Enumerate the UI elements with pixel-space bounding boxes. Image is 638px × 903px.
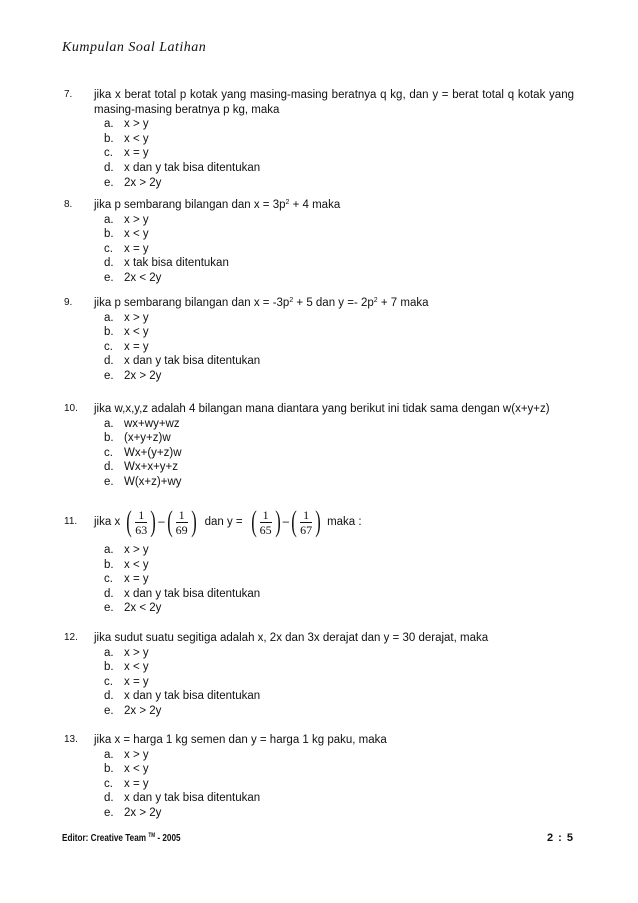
option-a: [104, 543, 574, 558]
option-letter: b.: [104, 326, 114, 339]
question-stem: jika x = harga 1 kg semen dan y = harga 1 kg paku, maka: [94, 734, 387, 746]
question-stem: jika sudut suatu segitiga adalah x, 2x dan 3x derajat dan y = 30 derajat, maka: [94, 632, 489, 644]
stem-text: jika x: [94, 515, 121, 528]
option-e: [104, 475, 574, 490]
option-d: [104, 460, 574, 475]
question-number: 10.: [64, 403, 78, 414]
minus-sign: –: [158, 515, 165, 528]
option-text: x dan y tak bisa ditentukan: [124, 161, 261, 174]
option-c: [104, 572, 574, 587]
option-letter: a.: [104, 544, 114, 556]
option-text: x > y: [124, 748, 149, 761]
option-letter: a.: [104, 748, 114, 761]
question-stem: jika p sembarang bilangan dan $x = -3p^2 + 5$ dan $y =- 2p^2 + 7$ maka: [94, 297, 429, 309]
question-number: 8.: [64, 199, 73, 210]
option-text: x < y: [124, 326, 149, 339]
option-c: [104, 146, 574, 161]
option-letter: b.: [104, 432, 114, 445]
option-letter: b.: [104, 763, 114, 776]
option-letter: b.: [104, 661, 114, 674]
option-d: [104, 161, 574, 176]
option-a: [104, 311, 574, 326]
option-letter: c.: [104, 147, 113, 160]
option-b: [104, 227, 574, 242]
option-e: [104, 176, 574, 191]
option-text: 2x > 2y: [124, 369, 162, 382]
question-number: 7.: [64, 89, 73, 100]
option-letter: a.: [104, 311, 114, 324]
option-d: [104, 791, 574, 806]
option-text: 2x > 2y: [124, 176, 162, 189]
option-letter: c.: [104, 573, 113, 586]
option-text: wx+wy+wz: [124, 417, 180, 430]
minus-sign: –: [282, 515, 290, 528]
option-b: [104, 660, 574, 675]
option-letter: b.: [104, 558, 114, 571]
option-letter: c.: [104, 777, 113, 790]
option-text: 2x > 2y: [124, 704, 162, 717]
option-b: [104, 762, 574, 777]
option-letter: e.: [104, 602, 114, 615]
option-letter: d.: [104, 690, 114, 703]
fraction-group: ( $\frac{1}{63}$ ): [126, 505, 156, 538]
option-text: x = y: [124, 675, 149, 688]
option-letter: e.: [104, 704, 114, 717]
stem-text: dan y =: [204, 515, 243, 528]
option-letter: d.: [104, 355, 114, 368]
option-e: [104, 369, 574, 384]
options-list: [104, 543, 574, 616]
question-stem-formula: [94, 502, 574, 542]
option-text: 2x < 2y: [124, 271, 162, 284]
option-a: [104, 646, 574, 661]
option-text: Wx+x+y+z: [124, 461, 179, 474]
option-text: x = y: [124, 147, 149, 160]
fraction: $\frac{1}{69}$: [175, 507, 188, 537]
option-text: x > y: [124, 544, 149, 556]
options-list: [104, 417, 574, 490]
option-letter: e.: [104, 271, 114, 284]
option-text: x < y: [124, 132, 149, 145]
option-e: [104, 271, 574, 286]
option-letter: a.: [104, 646, 114, 659]
option-letter: d.: [104, 257, 114, 270]
fraction-group: ( $\frac{1}{65}$ ): [250, 505, 281, 538]
options-list: [104, 748, 574, 821]
option-text: Wx+(y+z)w: [124, 446, 182, 459]
question-8: [64, 198, 574, 286]
option-e: [104, 806, 574, 821]
option-letter: b.: [104, 132, 114, 145]
option-text: x dan y tak bisa ditentukan: [124, 792, 261, 805]
option-text: x dan y tak bisa ditentukan: [124, 690, 261, 703]
options-list: [104, 117, 574, 190]
option-letter: a.: [104, 417, 114, 430]
question-stem: jika p sembarang bilangan dan $x = 3p^2 + 4$ maka: [94, 199, 341, 211]
option-b: [104, 132, 574, 147]
option-text: x dan y tak bisa ditentukan: [124, 587, 261, 600]
option-b: [104, 558, 574, 573]
option-text: 2x > 2y: [124, 806, 162, 819]
option-c: [104, 675, 574, 690]
option-b: [104, 431, 574, 446]
option-b: [104, 325, 574, 340]
question-stem: jika w,x,y,z adalah 4 bilangan mana diantara yang berikut ini tidak sama dengan w(x+y+z): [94, 403, 550, 415]
document-header: Kumpulan Soal Latihan: [62, 40, 207, 55]
option-a: [104, 748, 574, 763]
option-letter: c.: [104, 446, 113, 459]
option-letter: e.: [104, 806, 114, 819]
question-11: [64, 502, 574, 616]
question-9: [64, 296, 574, 384]
option-c: [104, 340, 574, 355]
option-text: W(x+z)+wy: [124, 475, 182, 488]
option-text: x < y: [124, 228, 149, 241]
question-number: 9.: [64, 297, 73, 308]
option-a: [104, 213, 574, 228]
option-text: x < y: [124, 763, 149, 776]
option-c: [104, 242, 574, 257]
option-letter: e.: [104, 176, 114, 189]
option-text: x > y: [124, 213, 149, 226]
option-d: [104, 256, 574, 271]
option-letter: a.: [104, 213, 114, 226]
options-list: [104, 213, 574, 286]
option-text: x = y: [124, 242, 149, 255]
option-text: x < y: [124, 661, 149, 674]
option-letter: b.: [104, 228, 114, 241]
option-letter: c.: [104, 675, 113, 688]
option-text: x = y: [124, 777, 149, 790]
options-list: [104, 646, 574, 719]
option-c: [104, 777, 574, 792]
question-number: 13.: [64, 734, 78, 745]
question-7: [64, 88, 574, 190]
option-letter: e.: [104, 475, 114, 488]
question-number: 11.: [64, 516, 78, 527]
option-letter: d.: [104, 461, 114, 474]
fraction: $\frac{1}{63}$: [135, 507, 148, 537]
option-text: x dan y tak bisa ditentukan: [124, 355, 261, 368]
option-text: (x+y+z)w: [124, 432, 171, 445]
option-d: [104, 587, 574, 602]
option-text: x > y: [124, 311, 149, 324]
option-a: [104, 117, 574, 132]
question-12: [64, 631, 574, 719]
footer-editor: Editor: Creative Team ™ - 2005: [62, 832, 181, 844]
option-letter: c.: [104, 340, 113, 353]
option-text: x > y: [124, 118, 149, 131]
fraction: $\frac{1}{65}$: [259, 507, 272, 537]
option-letter: d.: [104, 161, 114, 174]
option-text: x > y: [124, 646, 149, 659]
option-e: [104, 704, 574, 719]
option-letter: e.: [104, 369, 114, 382]
fraction-group: ( $\frac{1}{69}$ ): [166, 505, 197, 538]
fraction-group: ( $\frac{1}{67}$ ): [291, 505, 321, 538]
question-10: [64, 402, 574, 490]
option-text: x tak bisa ditentukan: [124, 257, 229, 270]
stem-text: maka :: [327, 515, 362, 528]
fraction: $\frac{1}{67}$: [300, 507, 313, 537]
option-e: [104, 601, 574, 616]
option-text: 2x < 2y: [124, 602, 162, 615]
option-letter: c.: [104, 242, 113, 255]
option-letter: a.: [104, 118, 114, 131]
option-c: [104, 446, 574, 461]
option-d: [104, 689, 574, 704]
option-letter: d.: [104, 587, 114, 600]
option-letter: d.: [104, 792, 114, 805]
options-list: [104, 311, 574, 384]
question-number: 12.: [64, 632, 78, 643]
option-a: [104, 417, 574, 432]
option-text: x < y: [124, 558, 149, 571]
question-13: [64, 733, 574, 821]
option-text: x = y: [124, 340, 149, 353]
question-stem: jika x berat total p kotak yang masing-masing beratnya q kg, dan y = berat total q kotak yang masing-masing beratnya p kg, maka: [94, 89, 574, 116]
page-number: 2 : 5: [546, 832, 574, 844]
option-text: x = y: [124, 573, 149, 586]
option-d: [104, 354, 574, 369]
